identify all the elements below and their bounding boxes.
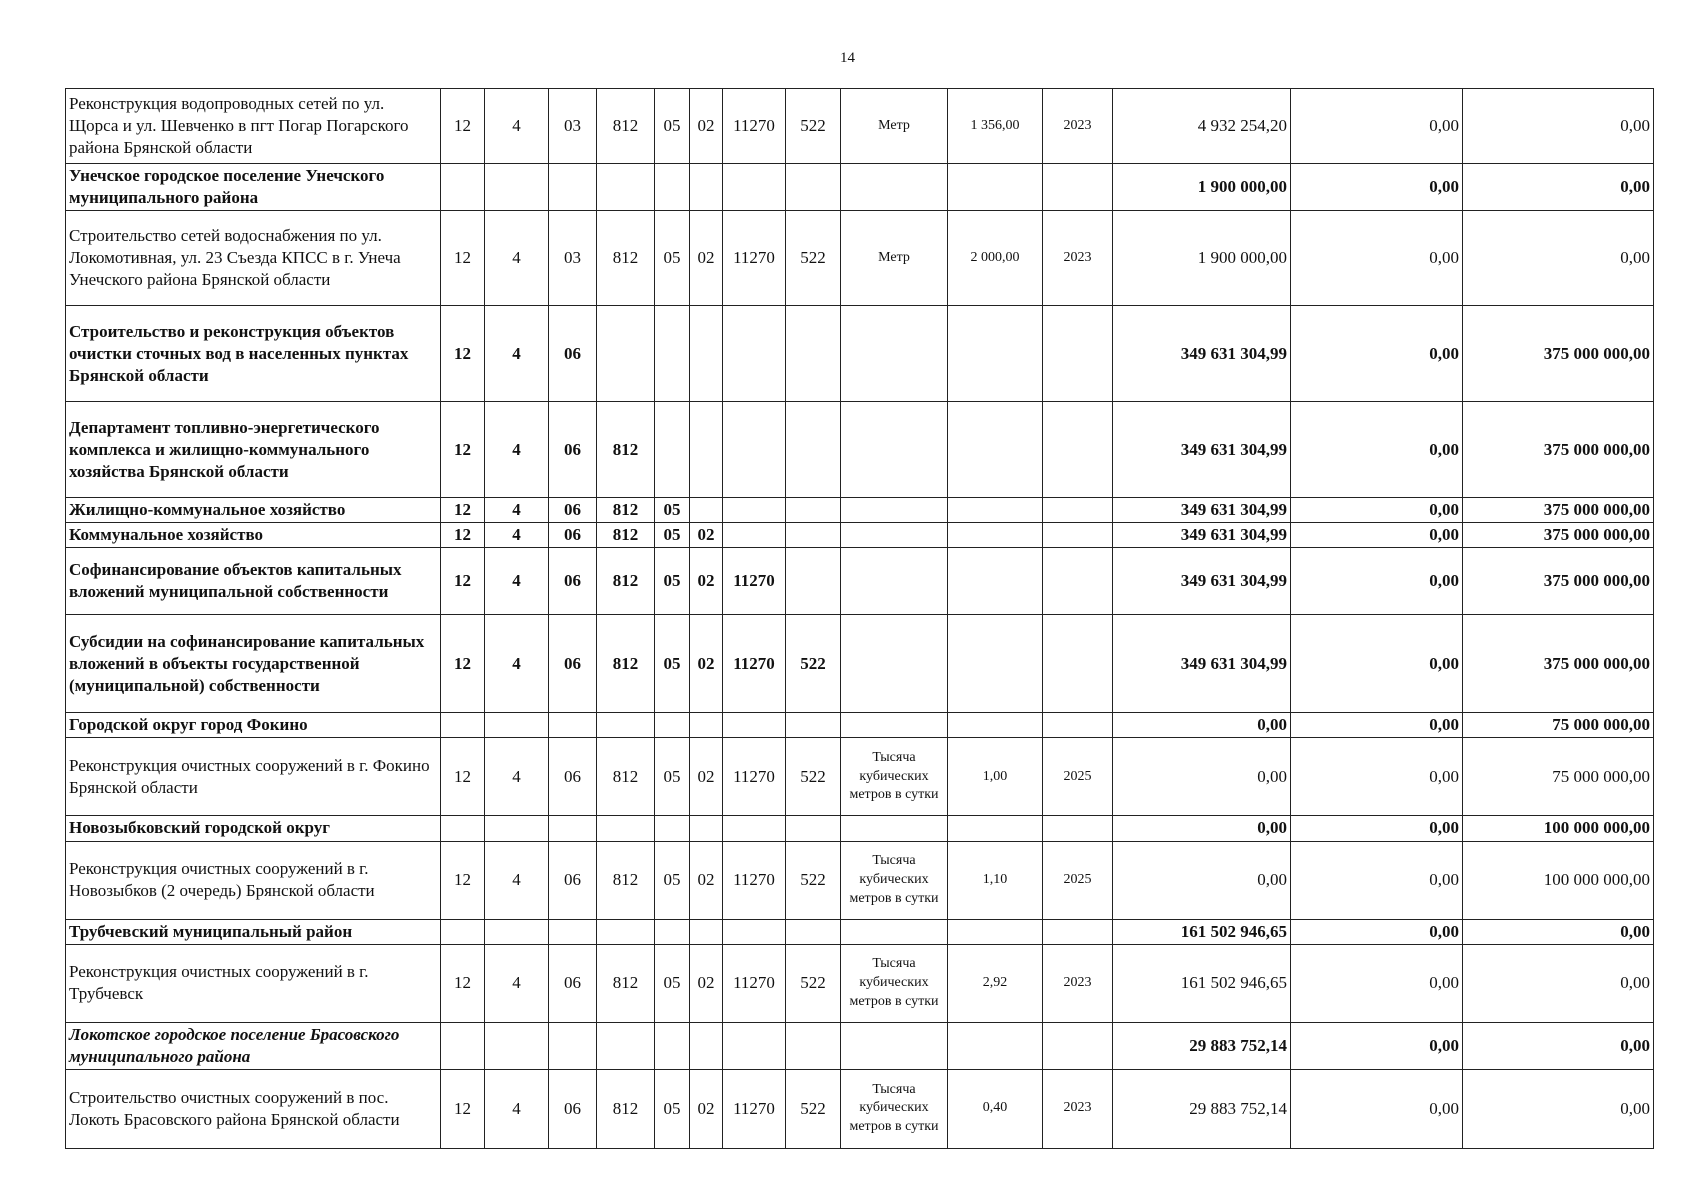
code-section: 05 <box>655 944 690 1022</box>
code-direction <box>723 713 786 738</box>
amount-2023: 349 631 304,99 <box>1113 615 1291 713</box>
code-program: 12 <box>441 306 485 402</box>
code-subprogram: 4 <box>485 1069 549 1148</box>
commissioning-year <box>1043 523 1113 548</box>
code-subprogram: 4 <box>485 211 549 306</box>
code-subprogram: 4 <box>485 89 549 164</box>
code-expense-type: 522 <box>786 1069 841 1148</box>
code-gp: 812 <box>597 738 655 816</box>
code-gp: 812 <box>597 548 655 615</box>
code-section <box>655 919 690 944</box>
code-direction <box>723 306 786 402</box>
code-subsection <box>690 402 723 498</box>
commissioning-year <box>1043 548 1113 615</box>
code-program: 12 <box>441 402 485 498</box>
row-name: Реконструкция водопроводных сетей по ул. Щорса и ул. Шевченко в пгт Погар Погарского района Брянской области <box>66 89 441 164</box>
amount-2025: 375 000 000,00 <box>1463 306 1654 402</box>
amount-2025: 0,00 <box>1463 944 1654 1022</box>
amount-2024: 0,00 <box>1291 211 1463 306</box>
amount-2025: 0,00 <box>1463 1069 1654 1148</box>
capacity-value: 2 000,00 <box>948 211 1043 306</box>
code-direction <box>723 498 786 523</box>
code-gp: 812 <box>597 615 655 713</box>
amount-2024: 0,00 <box>1291 548 1463 615</box>
code-subprogram <box>485 713 549 738</box>
table-row <box>66 164 1654 211</box>
code-subprogram: 4 <box>485 523 549 548</box>
code-gp <box>597 164 655 211</box>
amount-2025: 75 000 000,00 <box>1463 713 1654 738</box>
code-section: 05 <box>655 548 690 615</box>
code-direction: 11270 <box>723 1069 786 1148</box>
code-subsection <box>690 713 723 738</box>
amount-2023: 349 631 304,99 <box>1113 548 1291 615</box>
amount-2024: 0,00 <box>1291 841 1463 919</box>
code-expense-type <box>786 1022 841 1069</box>
commissioning-year <box>1043 402 1113 498</box>
table-row <box>66 919 1654 944</box>
code-program <box>441 713 485 738</box>
table-row <box>66 841 1654 919</box>
code-program: 12 <box>441 841 485 919</box>
row-name: Софинансирование объектов капитальных вложений муниципальной собственности <box>66 548 441 615</box>
amount-2023: 0,00 <box>1113 841 1291 919</box>
code-subsection: 02 <box>690 211 723 306</box>
capacity-value <box>948 816 1043 841</box>
code-subsection <box>690 919 723 944</box>
code-event: 03 <box>549 211 597 306</box>
amount-2023: 1 900 000,00 <box>1113 211 1291 306</box>
code-expense-type <box>786 306 841 402</box>
code-section <box>655 164 690 211</box>
code-subprogram: 4 <box>485 548 549 615</box>
amount-2023: 29 883 752,14 <box>1113 1022 1291 1069</box>
unit-of-measure: Тысяча кубических метров в сутки <box>841 1069 948 1148</box>
amount-2023: 0,00 <box>1113 713 1291 738</box>
code-subsection <box>690 306 723 402</box>
code-expense-type <box>786 919 841 944</box>
code-gp: 812 <box>597 841 655 919</box>
code-expense-type: 522 <box>786 738 841 816</box>
row-name: Трубчевский муниципальный район <box>66 919 441 944</box>
code-expense-type: 522 <box>786 944 841 1022</box>
code-section: 05 <box>655 841 690 919</box>
capacity-value: 1 356,00 <box>948 89 1043 164</box>
commissioning-year: 2023 <box>1043 211 1113 306</box>
amount-2024: 0,00 <box>1291 1022 1463 1069</box>
code-event: 06 <box>549 944 597 1022</box>
code-direction <box>723 1022 786 1069</box>
code-gp: 812 <box>597 1069 655 1148</box>
code-subprogram <box>485 816 549 841</box>
code-event: 06 <box>549 1069 597 1148</box>
code-program: 12 <box>441 548 485 615</box>
amount-2024: 0,00 <box>1291 713 1463 738</box>
code-direction: 11270 <box>723 738 786 816</box>
amount-2024: 0,00 <box>1291 164 1463 211</box>
unit-of-measure <box>841 306 948 402</box>
code-subsection: 02 <box>690 1069 723 1148</box>
amount-2023: 349 631 304,99 <box>1113 306 1291 402</box>
table-row <box>66 548 1654 615</box>
code-subsection: 02 <box>690 944 723 1022</box>
row-name: Департамент топливно-энергетического комплекса и жилищно-коммунального хозяйства Брянской области <box>66 402 441 498</box>
unit-of-measure <box>841 548 948 615</box>
amount-2025: 0,00 <box>1463 919 1654 944</box>
table-row <box>66 306 1654 402</box>
capacity-value <box>948 1022 1043 1069</box>
capacity-value <box>948 306 1043 402</box>
table-row <box>66 89 1654 164</box>
code-program: 12 <box>441 615 485 713</box>
code-subprogram <box>485 919 549 944</box>
amount-2025: 375 000 000,00 <box>1463 548 1654 615</box>
code-section <box>655 816 690 841</box>
budget-table <box>65 88 1654 1149</box>
code-subsection <box>690 816 723 841</box>
amount-2025: 375 000 000,00 <box>1463 615 1654 713</box>
code-section <box>655 1022 690 1069</box>
commissioning-year <box>1043 816 1113 841</box>
table-row <box>66 402 1654 498</box>
code-direction: 11270 <box>723 841 786 919</box>
row-name: Унечское городское поселение Унечского муниципального района <box>66 164 441 211</box>
unit-of-measure: Тысяча кубических метров в сутки <box>841 944 948 1022</box>
code-subprogram: 4 <box>485 402 549 498</box>
code-subprogram <box>485 164 549 211</box>
amount-2024: 0,00 <box>1291 498 1463 523</box>
code-event: 06 <box>549 615 597 713</box>
code-direction: 11270 <box>723 548 786 615</box>
commissioning-year <box>1043 306 1113 402</box>
capacity-value <box>948 548 1043 615</box>
capacity-value <box>948 919 1043 944</box>
code-program: 12 <box>441 211 485 306</box>
code-subprogram: 4 <box>485 306 549 402</box>
amount-2024: 0,00 <box>1291 615 1463 713</box>
commissioning-year <box>1043 164 1113 211</box>
capacity-value: 1,10 <box>948 841 1043 919</box>
code-subsection: 02 <box>690 738 723 816</box>
code-program: 12 <box>441 498 485 523</box>
code-expense-type <box>786 816 841 841</box>
table-row <box>66 498 1654 523</box>
page-number: 14 <box>840 50 855 66</box>
code-subsection: 02 <box>690 523 723 548</box>
table-row <box>66 523 1654 548</box>
code-section: 05 <box>655 1069 690 1148</box>
commissioning-year <box>1043 919 1113 944</box>
code-direction: 11270 <box>723 944 786 1022</box>
code-gp: 812 <box>597 944 655 1022</box>
code-direction: 11270 <box>723 211 786 306</box>
amount-2023: 1 900 000,00 <box>1113 164 1291 211</box>
unit-of-measure: Тысяча кубических метров в сутки <box>841 841 948 919</box>
amount-2023: 0,00 <box>1113 738 1291 816</box>
amount-2024: 0,00 <box>1291 523 1463 548</box>
code-gp: 812 <box>597 523 655 548</box>
row-name: Реконструкция очистных сооружений в г. Трубчевск <box>66 944 441 1022</box>
amount-2024: 0,00 <box>1291 402 1463 498</box>
code-event: 06 <box>549 402 597 498</box>
amount-2023: 349 631 304,99 <box>1113 498 1291 523</box>
commissioning-year: 2023 <box>1043 1069 1113 1148</box>
code-event: 06 <box>549 841 597 919</box>
unit-of-measure <box>841 919 948 944</box>
amount-2025: 75 000 000,00 <box>1463 738 1654 816</box>
amount-2025: 0,00 <box>1463 211 1654 306</box>
code-gp: 812 <box>597 402 655 498</box>
amount-2023: 349 631 304,99 <box>1113 523 1291 548</box>
code-direction <box>723 523 786 548</box>
code-event: 06 <box>549 498 597 523</box>
unit-of-measure <box>841 816 948 841</box>
code-expense-type <box>786 498 841 523</box>
capacity-value <box>948 713 1043 738</box>
code-gp <box>597 919 655 944</box>
code-expense-type: 522 <box>786 841 841 919</box>
code-event <box>549 1022 597 1069</box>
code-expense-type <box>786 523 841 548</box>
row-name: Жилищно-коммунальное хозяйство <box>66 498 441 523</box>
code-gp: 812 <box>597 211 655 306</box>
amount-2023: 161 502 946,65 <box>1113 919 1291 944</box>
code-gp <box>597 816 655 841</box>
code-event <box>549 919 597 944</box>
code-subprogram <box>485 1022 549 1069</box>
code-gp: 812 <box>597 89 655 164</box>
amount-2025: 0,00 <box>1463 1022 1654 1069</box>
code-event <box>549 713 597 738</box>
table-row <box>66 615 1654 713</box>
code-subsection: 02 <box>690 615 723 713</box>
code-program <box>441 164 485 211</box>
capacity-value: 2,92 <box>948 944 1043 1022</box>
row-name: Новозыбковский городской округ <box>66 816 441 841</box>
amount-2023: 161 502 946,65 <box>1113 944 1291 1022</box>
unit-of-measure <box>841 523 948 548</box>
table-row <box>66 816 1654 841</box>
amount-2024: 0,00 <box>1291 89 1463 164</box>
unit-of-measure <box>841 615 948 713</box>
capacity-value: 0,40 <box>948 1069 1043 1148</box>
amount-2023: 29 883 752,14 <box>1113 1069 1291 1148</box>
unit-of-measure: Метр <box>841 211 948 306</box>
code-event <box>549 164 597 211</box>
commissioning-year <box>1043 1022 1113 1069</box>
code-subprogram: 4 <box>485 841 549 919</box>
row-name: Строительство сетей водоснабжения по ул. Локомотивная, ул. 23 Съезда КПСС в г. Унеча Унечского района Брянской области <box>66 211 441 306</box>
unit-of-measure <box>841 498 948 523</box>
code-program <box>441 816 485 841</box>
code-subprogram: 4 <box>485 944 549 1022</box>
code-direction: 11270 <box>723 89 786 164</box>
unit-of-measure <box>841 402 948 498</box>
amount-2025: 0,00 <box>1463 89 1654 164</box>
code-section: 05 <box>655 498 690 523</box>
code-section: 05 <box>655 211 690 306</box>
code-section <box>655 713 690 738</box>
code-section: 05 <box>655 89 690 164</box>
row-name: Реконструкция очистных сооружений в г. Новозыбков (2 очередь) Брянской области <box>66 841 441 919</box>
commissioning-year: 2025 <box>1043 738 1113 816</box>
code-section: 05 <box>655 523 690 548</box>
table-row <box>66 713 1654 738</box>
code-event <box>549 816 597 841</box>
amount-2023: 4 932 254,20 <box>1113 89 1291 164</box>
code-event: 06 <box>549 306 597 402</box>
code-direction <box>723 402 786 498</box>
code-expense-type: 522 <box>786 615 841 713</box>
table-row <box>66 1069 1654 1148</box>
amount-2025: 375 000 000,00 <box>1463 402 1654 498</box>
code-gp <box>597 306 655 402</box>
amount-2025: 375 000 000,00 <box>1463 498 1654 523</box>
capacity-value <box>948 164 1043 211</box>
capacity-value <box>948 523 1043 548</box>
code-expense-type <box>786 548 841 615</box>
code-direction <box>723 816 786 841</box>
code-section: 05 <box>655 738 690 816</box>
amount-2025: 0,00 <box>1463 164 1654 211</box>
code-event: 06 <box>549 523 597 548</box>
code-direction <box>723 919 786 944</box>
row-name: Строительство и реконструкция объектов очистки сточных вод в населенных пунктах Брянской области <box>66 306 441 402</box>
code-gp <box>597 713 655 738</box>
amount-2024: 0,00 <box>1291 919 1463 944</box>
code-expense-type <box>786 713 841 738</box>
amount-2024: 0,00 <box>1291 816 1463 841</box>
code-program: 12 <box>441 738 485 816</box>
row-name: Реконструкция очистных сооружений в г. Фокино Брянской области <box>66 738 441 816</box>
commissioning-year: 2023 <box>1043 89 1113 164</box>
commissioning-year <box>1043 615 1113 713</box>
commissioning-year <box>1043 713 1113 738</box>
code-expense-type <box>786 402 841 498</box>
code-direction: 11270 <box>723 615 786 713</box>
code-expense-type <box>786 164 841 211</box>
row-name: Коммунальное хозяйство <box>66 523 441 548</box>
code-subsection: 02 <box>690 548 723 615</box>
row-name: Городской округ город Фокино <box>66 713 441 738</box>
commissioning-year: 2023 <box>1043 944 1113 1022</box>
unit-of-measure <box>841 164 948 211</box>
amount-2024: 0,00 <box>1291 738 1463 816</box>
row-name: Субсидии на софинансирование капитальных вложений в объекты государственной (муниципальной) собственности <box>66 615 441 713</box>
unit-of-measure <box>841 713 948 738</box>
code-subprogram: 4 <box>485 498 549 523</box>
code-program <box>441 1022 485 1069</box>
code-subsection <box>690 1022 723 1069</box>
amount-2025: 100 000 000,00 <box>1463 816 1654 841</box>
code-gp <box>597 1022 655 1069</box>
code-program: 12 <box>441 1069 485 1148</box>
code-subsection <box>690 498 723 523</box>
amount-2025: 375 000 000,00 <box>1463 523 1654 548</box>
table-row <box>66 944 1654 1022</box>
code-program: 12 <box>441 944 485 1022</box>
code-subprogram: 4 <box>485 615 549 713</box>
unit-of-measure <box>841 1022 948 1069</box>
row-name: Строительство очистных сооружений в пос. Локоть Брасовского района Брянской области <box>66 1069 441 1148</box>
code-direction <box>723 164 786 211</box>
code-expense-type: 522 <box>786 211 841 306</box>
code-expense-type: 522 <box>786 89 841 164</box>
code-program: 12 <box>441 89 485 164</box>
commissioning-year: 2025 <box>1043 841 1113 919</box>
table-row <box>66 738 1654 816</box>
code-section: 05 <box>655 615 690 713</box>
code-subsection: 02 <box>690 89 723 164</box>
table-row <box>66 211 1654 306</box>
amount-2025: 100 000 000,00 <box>1463 841 1654 919</box>
amount-2024: 0,00 <box>1291 1069 1463 1148</box>
unit-of-measure: Метр <box>841 89 948 164</box>
amount-2023: 349 631 304,99 <box>1113 402 1291 498</box>
amount-2024: 0,00 <box>1291 306 1463 402</box>
code-event: 06 <box>549 548 597 615</box>
capacity-value <box>948 498 1043 523</box>
code-subsection: 02 <box>690 841 723 919</box>
code-section <box>655 402 690 498</box>
unit-of-measure: Тысяча кубических метров в сутки <box>841 738 948 816</box>
code-gp: 812 <box>597 498 655 523</box>
commissioning-year <box>1043 498 1113 523</box>
code-subsection <box>690 164 723 211</box>
code-subprogram: 4 <box>485 738 549 816</box>
code-section <box>655 306 690 402</box>
capacity-value <box>948 402 1043 498</box>
amount-2023: 0,00 <box>1113 816 1291 841</box>
code-program <box>441 919 485 944</box>
capacity-value: 1,00 <box>948 738 1043 816</box>
row-name: Локотское городское поселение Брасовского муниципального района <box>66 1022 441 1069</box>
amount-2024: 0,00 <box>1291 944 1463 1022</box>
code-program: 12 <box>441 523 485 548</box>
code-event: 03 <box>549 89 597 164</box>
capacity-value <box>948 615 1043 713</box>
code-event: 06 <box>549 738 597 816</box>
table-row <box>66 1022 1654 1069</box>
